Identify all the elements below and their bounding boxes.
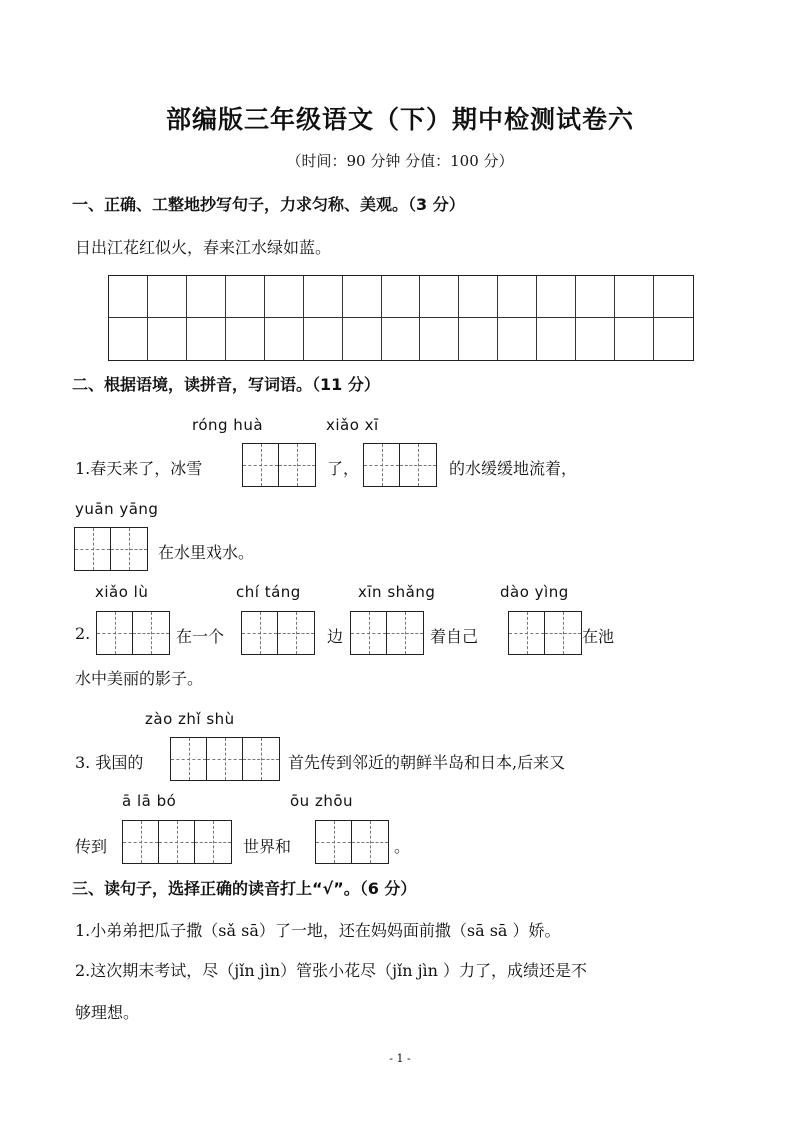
answer-box-dao-ying[interactable] — [508, 611, 582, 655]
grid-cell[interactable] — [382, 318, 421, 360]
grid-cell[interactable] — [420, 276, 459, 318]
character-cell[interactable] — [171, 738, 207, 780]
page-number: - 1 - — [389, 1052, 411, 1065]
pinyin-xin-shang: xīn shǎng — [358, 583, 436, 601]
answer-box-xin-shang[interactable] — [350, 611, 424, 655]
character-cell[interactable] — [123, 821, 159, 863]
section3-heading: 三、读句子，选择正确的读音打上“√”。（6 分） — [72, 879, 417, 898]
character-cell[interactable] — [352, 821, 388, 863]
answer-box-yuan-yang[interactable] — [74, 527, 148, 571]
q2-text-d: 着自己 — [430, 627, 479, 646]
grid-cell[interactable] — [226, 276, 265, 318]
q3-text-b: 首先传到邻近的朝鲜半岛和日本,后来又 — [288, 753, 566, 772]
section3-line1: 1.小弟弟把瓜子撒（sǎ sā）了一地，还在妈妈面前撒（sā sā ）娇。 — [75, 921, 561, 940]
grid-cell[interactable] — [148, 276, 187, 318]
character-cell[interactable] — [351, 612, 387, 654]
copy-grid[interactable] — [108, 275, 694, 361]
grid-cell[interactable] — [343, 318, 382, 360]
pinyin-ou-zhou: ōu zhōu — [290, 792, 354, 810]
q3-text-d: 世界和 — [243, 837, 292, 856]
character-cell[interactable] — [545, 612, 581, 654]
grid-cell[interactable] — [420, 318, 459, 360]
character-cell[interactable] — [159, 821, 195, 863]
answer-box-rong-hua[interactable] — [242, 443, 316, 487]
grid-cell[interactable] — [654, 318, 693, 360]
answer-box-xiao-lu[interactable] — [96, 611, 170, 655]
grid-cell[interactable] — [537, 276, 576, 318]
grid-cell[interactable] — [265, 276, 304, 318]
grid-cell[interactable] — [343, 276, 382, 318]
character-cell[interactable] — [316, 821, 352, 863]
pinyin-xiao-lu: xiǎo lù — [95, 583, 149, 601]
q2-text-a: 2. — [75, 624, 91, 643]
answer-box-xiao-xi[interactable] — [363, 443, 437, 487]
grid-cell[interactable] — [576, 318, 615, 360]
character-cell[interactable] — [111, 528, 147, 570]
q3-text-a: 3. 我国的 — [75, 753, 144, 772]
character-cell[interactable] — [387, 612, 423, 654]
q2-text-f: 水中美丽的影子。 — [75, 669, 204, 688]
q2-text-c: 边 — [327, 627, 344, 646]
pinyin-dao-ying: dào yìng — [500, 583, 569, 601]
character-cell[interactable] — [242, 612, 278, 654]
character-cell[interactable] — [207, 738, 243, 780]
grid-cell[interactable] — [615, 318, 654, 360]
q2-text-e: 在池 — [582, 627, 615, 646]
q1-text-a: 1.春天来了，冰雪 — [75, 459, 203, 478]
grid-cell[interactable] — [459, 276, 498, 318]
q1-text-d: 在水里戏水。 — [158, 543, 255, 562]
q3-text-c: 传到 — [75, 837, 108, 856]
grid-cell[interactable] — [498, 318, 537, 360]
character-cell[interactable] — [133, 612, 169, 654]
character-cell[interactable] — [243, 444, 279, 486]
grid-cell[interactable] — [304, 276, 343, 318]
pinyin-xiao-xi: xiǎo xī — [326, 416, 379, 434]
answer-box-chi-tang[interactable] — [241, 611, 315, 655]
character-cell[interactable] — [75, 528, 111, 570]
character-cell[interactable] — [278, 612, 314, 654]
answer-box-a-la-bo[interactable] — [122, 820, 232, 864]
character-cell[interactable] — [195, 821, 231, 863]
pinyin-chi-tang: chí táng — [236, 583, 301, 601]
q1-text-b: 了， — [327, 459, 360, 478]
character-cell[interactable] — [364, 444, 400, 486]
pinyin-yuan-yang: yuān yāng — [75, 500, 159, 518]
grid-cell[interactable] — [654, 276, 693, 318]
section1-sentence: 日出江花红似火，春来江水绿如蓝。 — [75, 238, 332, 257]
character-cell[interactable] — [279, 444, 315, 486]
section1-heading: 一、正确、工整地抄写句子，力求匀称、美观。（3 分） — [72, 195, 465, 214]
character-cell[interactable] — [400, 444, 436, 486]
character-cell[interactable] — [97, 612, 133, 654]
section2-heading: 二、根据语境，读拼音，写词语。（11 分） — [72, 375, 380, 394]
answer-box-ou-zhou[interactable] — [315, 820, 389, 864]
answer-box-zao-zhi-shu[interactable] — [170, 737, 280, 781]
grid-cell[interactable] — [109, 318, 148, 360]
character-cell[interactable] — [243, 738, 279, 780]
grid-cell[interactable] — [576, 276, 615, 318]
section3-line2: 2.这次期末考试，尽（jǐn jìn）管张小花尽（jǐn jìn ）力了，成绩还是不 — [75, 961, 588, 980]
q1-text-c: 的水缓缓地流着， — [449, 459, 578, 478]
grid-cell[interactable] — [187, 276, 226, 318]
grid-cell[interactable] — [226, 318, 265, 360]
section3-line3: 够理想。 — [75, 1003, 140, 1022]
grid-cell[interactable] — [304, 318, 343, 360]
page-title: 部编版三年级语文（下）期中检测试卷六 — [165, 105, 634, 134]
grid-cell[interactable] — [382, 276, 421, 318]
grid-cell[interactable] — [615, 276, 654, 318]
pinyin-rong-hua: róng huà — [192, 416, 264, 434]
grid-cell[interactable] — [459, 318, 498, 360]
q2-text-b: 在一个 — [176, 627, 225, 646]
grid-cell[interactable] — [265, 318, 304, 360]
q3-text-e: 。 — [394, 837, 411, 856]
grid-cell[interactable] — [109, 276, 148, 318]
pinyin-a-la-bo: ā lā bó — [122, 792, 177, 810]
pinyin-zao-zhi-shu: zào zhǐ shù — [145, 710, 235, 728]
exam-info: （时间：90 分钟 分值：100 分） — [286, 152, 514, 170]
grid-cell[interactable] — [537, 318, 576, 360]
grid-cell[interactable] — [148, 318, 187, 360]
grid-cell[interactable] — [187, 318, 226, 360]
character-cell[interactable] — [509, 612, 545, 654]
grid-cell[interactable] — [498, 276, 537, 318]
